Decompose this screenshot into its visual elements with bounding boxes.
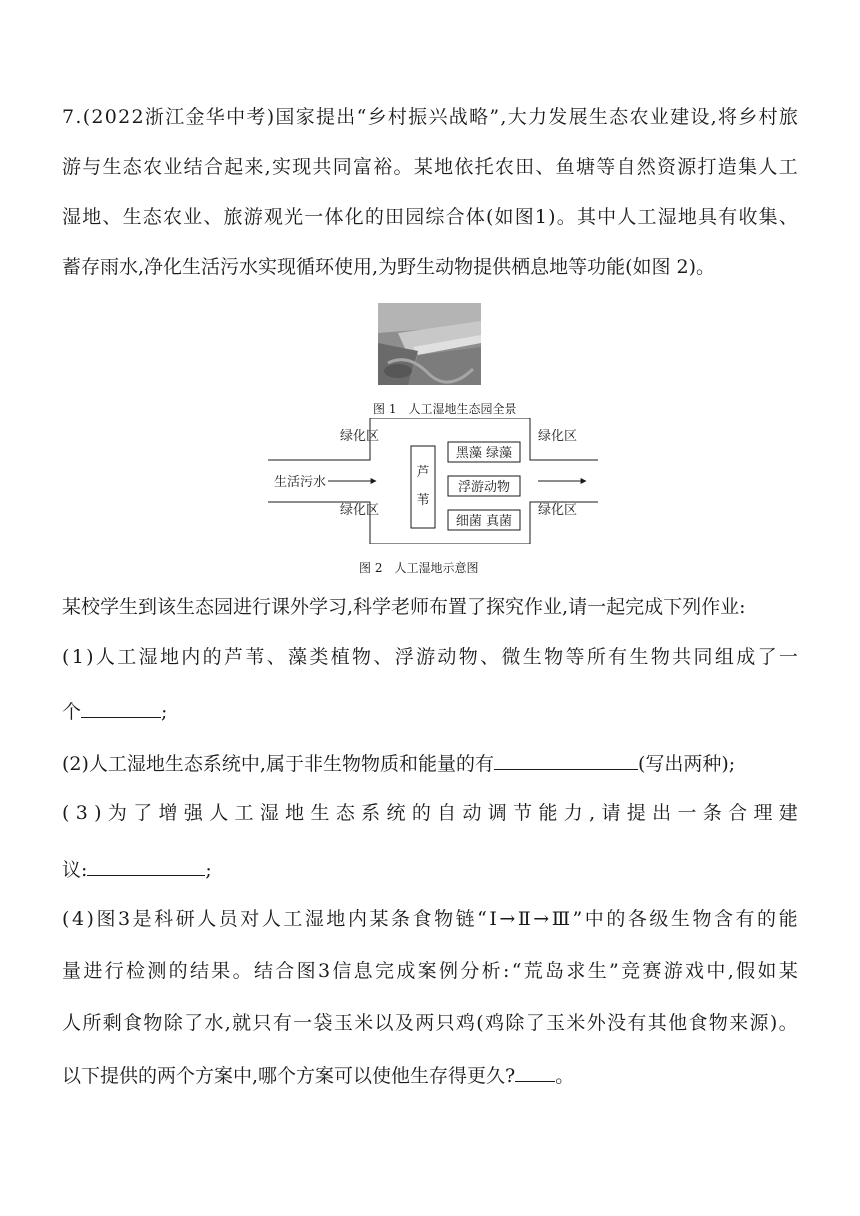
green-zone-right-top: 绿化区 — [538, 429, 578, 444]
question-intro-line-4: 蓄存雨水,净化生活污水实现循环使用,为野生动物提供栖息地等功能(如图 2)。 — [62, 256, 716, 278]
sub-question-4-prefix: 以下提供的两个方案中,哪个方案可以使他生存得更久? — [62, 1065, 516, 1087]
sub-question-1-suffix: ; — [161, 701, 168, 723]
green-zone-left-bottom: 绿化区 — [340, 503, 380, 518]
answer-blank-1[interactable] — [81, 697, 161, 718]
wetland-schematic-diagram — [268, 418, 598, 544]
sub-question-4-line-1: ( 4 ) 图 3 是 科 研 人 员 对 人 工 湿 地 内 某 条 食 物 链 “ Ⅰ → Ⅱ → Ⅲ ” 中 的 各 级 生 物 含 有 的 能 — [62, 908, 798, 930]
sub-question-4-suffix: 。 — [555, 1065, 575, 1087]
sub-question-2-suffix: (写出两种); — [637, 753, 736, 775]
green-zone-right-bottom: 绿化区 — [538, 503, 578, 518]
sub-question-1-line-1: ( 1 ) 人 工 湿 地 内 的 芦 苇 、 藻 类 植 物 、 浮 游 动 物 、 微 生 物 等 所 有 生 物 共 同 组 成 了 一 — [62, 646, 798, 668]
question-intro-line-2: 游 与 生 态 农 业 结 合 起 来 , 实 现 共 同 富 裕 。 某 地 依 托 农 田 、 鱼 塘 等 自 然 资 源 打 造 集 人 工 — [62, 156, 798, 178]
sub-question-4-line-4 — [62, 1061, 574, 1088]
question-intro-line-1: 7 . ( 2 0 2 2 浙 江 金 华 中 考 ) 国 家 提 出 “ 乡 村 振 兴 战 略 ” , 大 力 发 展 生 态 农 业 建 设 , 将 乡 村 旅 — [62, 106, 798, 128]
green-zone-left-top: 绿化区 — [340, 429, 380, 444]
zooplankton-label: 浮游动物 — [457, 480, 511, 495]
figure-1-caption: 图 1 人工湿地生态园全景 — [373, 402, 517, 416]
sewage-input-label: 生活污水 — [274, 475, 327, 490]
sub-question-1-prefix: 个 — [62, 701, 82, 723]
sub-question-3-prefix: 议: — [62, 859, 88, 881]
answer-blank-3[interactable] — [87, 855, 205, 876]
question-intro-line-3: 湿 地 、 生 态 农 业 、 旅 游 观 光 一 体 化 的 田 园 综 合 体 ( 如 图 1 ) 。 其 中 人 工 湿 地 具 有 收 集 、 — [62, 206, 798, 228]
sub-question-3-line-1: ( 3 ) 为 了 增 强 人 工 湿 地 生 态 系 统 的 自 动 调 节 能 力 , 请 提 出 一 条 合 理 建 — [62, 802, 798, 824]
bacteria-fungi-label: 细菌 真菌 — [455, 514, 513, 529]
task-instructions: 某校学生到该生态园进行课外学习,科学老师布置了探究作业,请一起完成下列作业: — [62, 596, 746, 618]
sub-question-4-line-3: 人 所 剩 食 物 除 了 水 , 就 只 有 一 袋 玉 米 以 及 两 只 鸡 ( 鸡 除 了 玉 米 外 没 有 其 他 食 物 来 源 ) 。 — [62, 1012, 798, 1034]
sub-question-3-line-2 — [62, 855, 212, 882]
reed-box — [411, 446, 435, 528]
sub-question-4-line-2: 量 进 行 检 测 的 结 果 。 结 合 图 3 信 息 完 成 案 例 分 析 : “ 荒 岛 求 生 ” 竞 赛 游 戏 中 , 假 如 某 — [62, 960, 798, 982]
figure-2-caption: 图 2 人工湿地示意图 — [359, 561, 479, 575]
sub-question-2-prefix: (2)人工湿地生态系统中,属于非生物物质和能量的有 — [62, 753, 494, 775]
sub-question-3-suffix: ; — [205, 859, 212, 881]
sub-question-1-line-2 — [62, 697, 167, 724]
reed-char-1: 芦 — [416, 465, 430, 480]
algae-label: 黑藻 绿藻 — [455, 446, 513, 461]
sub-question-2 — [62, 749, 735, 776]
answer-blank-2[interactable] — [494, 749, 638, 770]
wetland-aerial-photo — [378, 303, 481, 385]
reed-char-2: 苇 — [416, 493, 430, 508]
answer-blank-4[interactable] — [515, 1061, 555, 1082]
